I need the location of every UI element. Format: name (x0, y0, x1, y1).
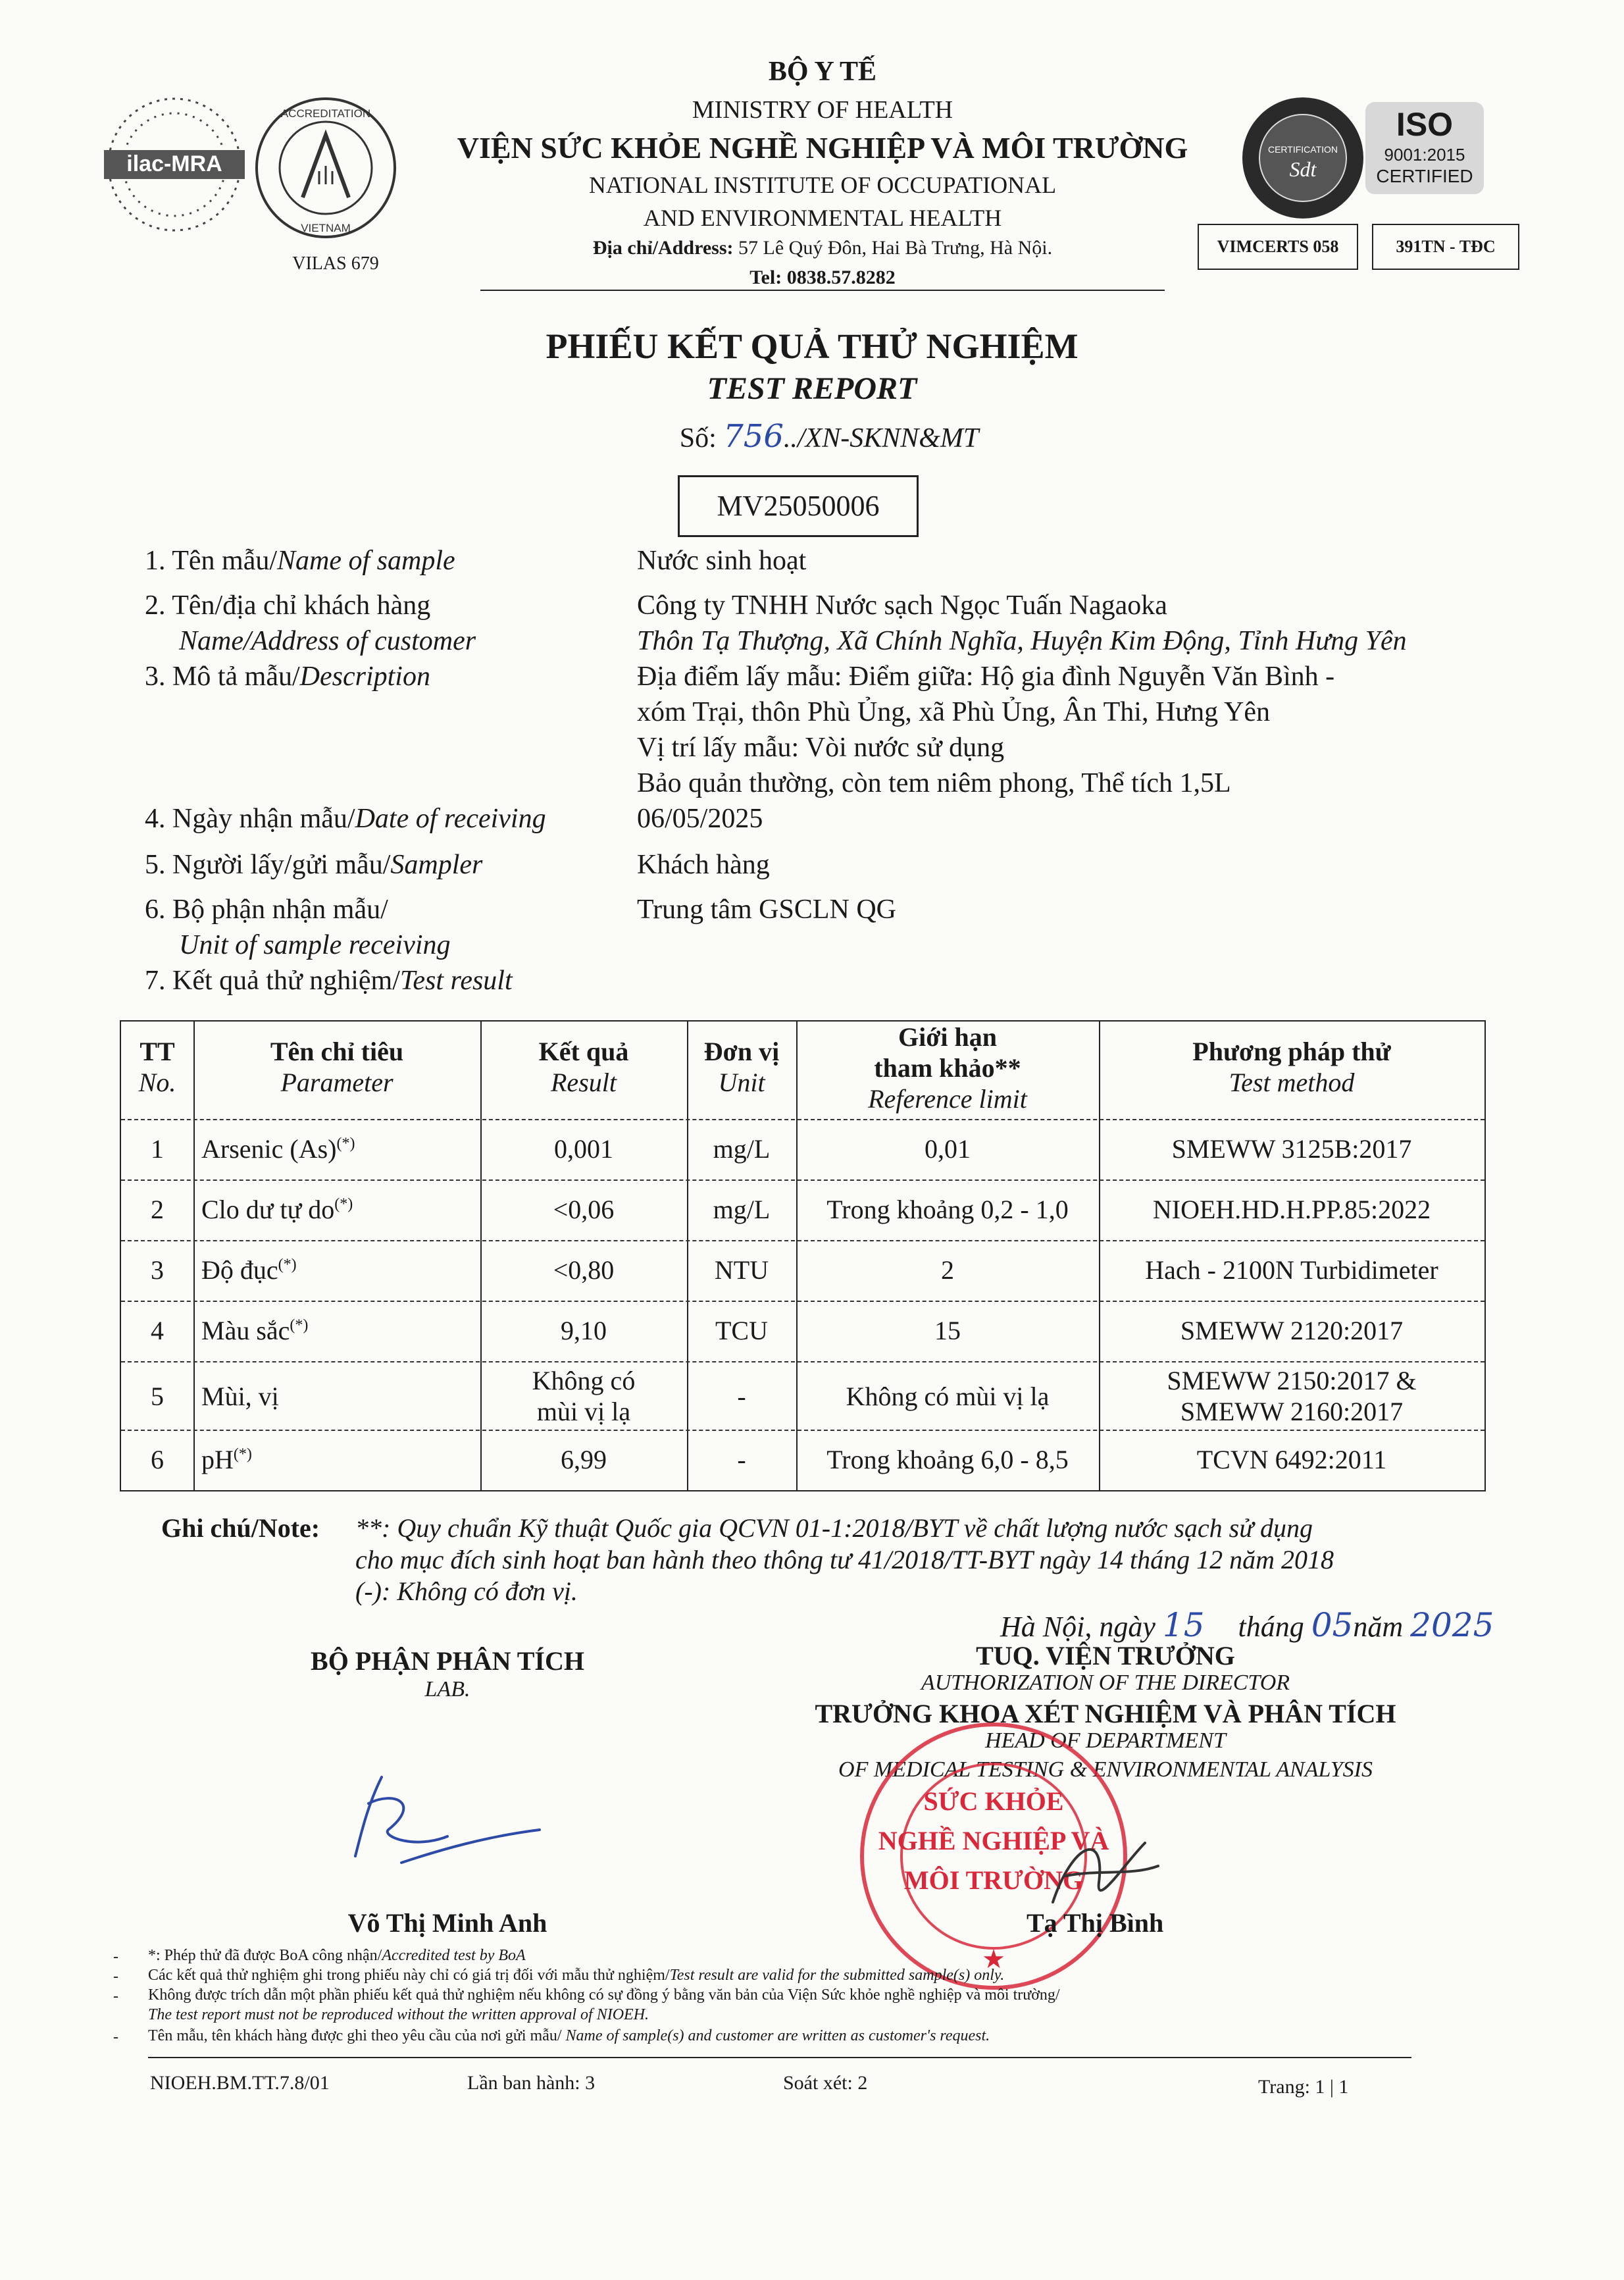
footnote-3-en: The test report must not be reproduced without the written approval of NIOEH. (148, 2006, 649, 2023)
table-cell-no: 1 (151, 1134, 164, 1164)
table-cell-unit: mg/L (713, 1134, 771, 1164)
footnote-dash: - (113, 2029, 118, 2046)
report-number-handwritten: 756 (723, 418, 784, 455)
table-cell-unit: mg/L (713, 1195, 771, 1224)
issue-date: Hà Nội, ngày 15 tháng 05năm 2025 (1000, 1606, 1494, 1644)
report-title-vi: PHIẾU KẾT QUẢ THỬ NGHIỆM (546, 326, 1078, 366)
test-result-table (120, 1020, 1486, 1491)
table-cell-result: <0,06 (553, 1195, 615, 1224)
info-row-4-value: 06/05/2025 (637, 804, 763, 834)
footnote-3: Không được trích dẫn một phần phiếu kết quả thử nghiệm nếu không có sự đồng ý bằng văn bản của Viện Sức khỏe nghề nghiệp và môi trường/ (148, 1986, 1060, 2004)
table-cell-limit: 0,01 (925, 1134, 971, 1164)
th-unit: Đơn vị Unit (703, 1037, 780, 1097)
iso-standard: 9001:2015 (1384, 145, 1465, 165)
table-cell-no: 3 (151, 1255, 164, 1285)
ministry-vi: BỘ Y TẾ (768, 57, 877, 87)
lab-signature (342, 1764, 553, 1882)
table-cell-limit: Không có mùi vị lạ (846, 1382, 1050, 1411)
department-name-en: OF MEDICAL TESTING & ENVIRONMENTAL ANALYSIS (838, 1757, 1373, 1782)
report-number-suffix: ../XN-SKNN&MT (783, 423, 979, 453)
table-cell-limit: Trong khoảng 0,2 - 1,0 (826, 1195, 1069, 1224)
table-cell-unit: - (737, 1382, 746, 1411)
note-label: Ghi chú/Note: (161, 1513, 320, 1543)
svg-text:ilac-MRA: ilac-MRA (126, 151, 222, 176)
note-line-2: cho mục đích sinh hoạt ban hành theo thông tư 41/2018/TT-BYT ngày 14 tháng 12 năm 2018 (355, 1545, 1334, 1574)
header-divider (480, 290, 1165, 291)
table-cell-result: 9,10 (561, 1316, 607, 1345)
info-row-2-label-en: Name/Address of customer (179, 626, 476, 656)
table-cell-method: TCVN 6492:2011 (1196, 1445, 1387, 1474)
report-title-en: TEST REPORT (707, 371, 917, 406)
table-cell-no: 4 (151, 1316, 164, 1345)
info-row-6-label-en: Unit of sample receiving (179, 930, 451, 960)
date-year: 2025 (1410, 1606, 1494, 1644)
table-cell-limit: Trong khoảng 6,0 - 8,5 (826, 1445, 1069, 1474)
info-row-3-value-1: Địa điểm lấy mẫu: Điểm giữa: Hộ gia đình Nguyễn Văn Bình - (637, 661, 1335, 692)
footnote-dash: - (113, 1988, 118, 2005)
institute-en-2: AND ENVIRONMENTAL HEALTH (643, 205, 1002, 231)
table-cell-parameter: Độ đục(*) (201, 1255, 297, 1285)
footnote-2: Các kết quả thử nghiệm ghi trong phiếu này chỉ có giá trị đối với mẫu thử nghiệm/Test result are valid for the submitted sample(s) only. (148, 1967, 1005, 1984)
lab-title-en: LAB. (424, 1677, 470, 1701)
vilas-code: VILAS 679 (292, 253, 379, 274)
info-row-3-value-2: xóm Trại, thôn Phù Ủng, xã Phù Ủng, Ân Thi, Hưng Yên (637, 697, 1270, 727)
info-row-2-label: 2. Tên/địa chỉ khách hàng (145, 590, 431, 621)
institute-en-1: NATIONAL INSTITUTE OF OCCUPATIONAL (588, 172, 1057, 198)
table-row-divider (121, 1240, 1484, 1241)
th-result: Kết quả Result (538, 1037, 629, 1097)
svg-text:VIETNAM: VIETNAM (301, 222, 351, 234)
lab-title: BỘ PHẬN PHÂN TÍCH (311, 1646, 584, 1676)
director-signer-name: Tạ Thị Bình (1027, 1908, 1164, 1938)
director-title: TUQ. VIỆN TRƯỞNG (976, 1641, 1235, 1671)
table-cell-limit: 15 (934, 1316, 961, 1345)
th-no: TT No. (138, 1037, 176, 1097)
tdc-box: 391TN - TĐC (1372, 224, 1519, 270)
date-month: 05 (1311, 1606, 1354, 1644)
table-cell-method: Hach - 2100N Turbidimeter (1145, 1255, 1438, 1285)
svg-text:SỨC KHỎE: SỨC KHỎE (923, 1786, 1064, 1816)
table-row-divider (121, 1119, 1484, 1120)
table-cell-parameter: Mùi, vị (201, 1382, 279, 1411)
info-row-1-label: 1. Tên mẫu/Name of sample (145, 546, 455, 576)
footnote-dash: - (113, 1968, 118, 1985)
iso-certified: CERTIFIED (1376, 166, 1473, 186)
table-cell-method: SMEWW 2120:2017 (1180, 1316, 1404, 1345)
info-row-2-value-address: Thôn Tạ Thượng, Xã Chính Nghĩa, Huyện Kim Động, Tỉnh Hưng Yên (637, 626, 1407, 656)
table-cell-parameter: Clo dư tự do(*) (201, 1195, 353, 1224)
info-row-3-value-3: Vị trí lấy mẫu: Vòi nước sử dụng (637, 733, 1005, 763)
date-day: 15 (1162, 1606, 1205, 1644)
table-cell-method: SMEWW 2150:2017 & SMEWW 2160:2017 (1167, 1366, 1417, 1426)
info-row-4-label: 4. Ngày nhận mẫu/Date of receiving (145, 804, 546, 834)
table-cell-parameter: Màu sắc(*) (201, 1316, 309, 1345)
footnote-dash: - (113, 1948, 118, 1965)
info-row-5-label: 5. Người lấy/gửi mẫu/Sampler (145, 850, 483, 880)
footnote-4: Tên mẫu, tên khách hàng được ghi theo yêu cầu của nơi gửi mẫu/ Name of sample(s) and customer are written as customer's request. (148, 2027, 990, 2044)
th-reference-limit: Giới hạn tham khảo** Reference limit (868, 1022, 1027, 1114)
report-number (632, 418, 1027, 455)
svg-text:Sdt: Sdt (1289, 157, 1317, 181)
table-row-divider (121, 1361, 1484, 1362)
certification-center-logo (1237, 92, 1369, 224)
info-row-5-value: Khách hàng (637, 850, 770, 880)
table-cell-no: 6 (151, 1445, 164, 1474)
svg-text:★: ★ (982, 1944, 1005, 1974)
table-cell-limit: 2 (941, 1255, 954, 1285)
table-cell-unit: - (737, 1445, 746, 1474)
table-cell-unit: TCU (715, 1316, 768, 1345)
table-row-divider (121, 1430, 1484, 1431)
table-cell-parameter: Arsenic (As)(*) (201, 1134, 355, 1164)
lab-signer-name: Võ Thị Minh Anh (347, 1908, 547, 1938)
table-cell-no: 5 (151, 1382, 164, 1411)
svg-text:MÔI TRƯỜNG: MÔI TRƯỜNG (903, 1865, 1084, 1895)
svg-text:NGHỀ NGHIỆP VÀ: NGHỀ NGHIỆP VÀ (878, 1826, 1109, 1855)
form-code: NIOEH.BM.TT.7.8/01 (150, 2072, 330, 2094)
table-cell-unit: NTU (714, 1255, 769, 1285)
table-cell-result: 6,99 (561, 1445, 607, 1474)
info-row-6-value: Trung tâm GSCLN QG (637, 894, 896, 925)
note-line-1: **: Quy chuẩn Kỹ thuật Quốc gia QCVN 01-1:2018/BYT về chất lượng nước sạch sử dụng (355, 1513, 1313, 1543)
report-number-prefix: Số: (679, 423, 724, 453)
th-parameter: Tên chỉ tiêu Parameter (270, 1037, 404, 1097)
ministry-en: MINISTRY OF HEALTH (692, 96, 953, 124)
department-head-en: HEAD OF DEPARTMENT (985, 1728, 1226, 1753)
table-cell-method: NIOEH.HD.H.PP.85:2022 (1152, 1195, 1431, 1224)
info-row-6-label: 6. Bộ phận nhận mẫu/ (145, 894, 388, 925)
info-row-2-value: Công ty TNHH Nước sạch Ngọc Tuấn Nagaoka (637, 590, 1167, 621)
page-number: Trang: 1 | 1 (1258, 2076, 1349, 2098)
vimcerts-box: VIMCERTS 058 (1198, 224, 1358, 270)
address-value: 57 Lê Quý Đôn, Hai Bà Trưng, Hà Nội. (738, 237, 1053, 259)
footnote-1: *: Phép thử đã được BoA công nhận/Accredited test by BoA (148, 1947, 526, 1964)
info-row-3-value-4: Bảo quản thường, còn tem niêm phong, Thể tích 1,5L (637, 768, 1231, 798)
table-cell-result: Không có mùi vị lạ (532, 1366, 636, 1426)
institute-address (368, 237, 1277, 259)
th-test-method: Phương pháp thử Test method (1192, 1037, 1391, 1097)
table-row-divider (121, 1301, 1484, 1302)
svg-text:CERTIFICATION: CERTIFICATION (1267, 144, 1338, 155)
review: Soát xét: 2 (783, 2072, 868, 2094)
department-head-title: TRƯỞNG KHOA XÉT NGHIỆM VÀ PHÂN TÍCH (815, 1699, 1396, 1728)
director-title-en: AUTHORIZATION OF THE DIRECTOR (921, 1671, 1290, 1695)
table-cell-result: 0,001 (554, 1134, 613, 1164)
table-cell-result: <0,80 (553, 1255, 615, 1285)
info-row-3-label: 3. Mô tả mẫu/Description (145, 661, 430, 692)
institute-tel: Tel: 0838.57.8282 (749, 267, 896, 288)
institute-vi: VIỆN SỨC KHỎE NGHỀ NGHIỆP VÀ MÔI TRƯỜNG (457, 131, 1188, 165)
table-cell-method: SMEWW 3125B:2017 (1171, 1134, 1412, 1164)
table-row-divider (121, 1179, 1484, 1181)
iso-label: ISO (1396, 106, 1454, 143)
address-label: Địa chỉ/Address: (592, 237, 734, 259)
table-cell-parameter: pH(*) (201, 1445, 252, 1474)
svg-text:ACCREDITATION: ACCREDITATION (280, 107, 371, 120)
info-row-7-label: 7. Kết quả thử nghiệm/Test result (145, 966, 513, 996)
edition: Lần ban hành: 3 (467, 2072, 596, 2094)
ilac-mra-logo (99, 89, 250, 240)
sample-code-box: MV25050006 (678, 475, 919, 537)
info-row-1-value: Nước sinh hoạt (637, 546, 807, 576)
footer-divider (148, 2057, 1411, 2058)
table-cell-no: 2 (151, 1195, 164, 1224)
note-line-3: (-): Không có đơn vị. (355, 1576, 578, 1606)
